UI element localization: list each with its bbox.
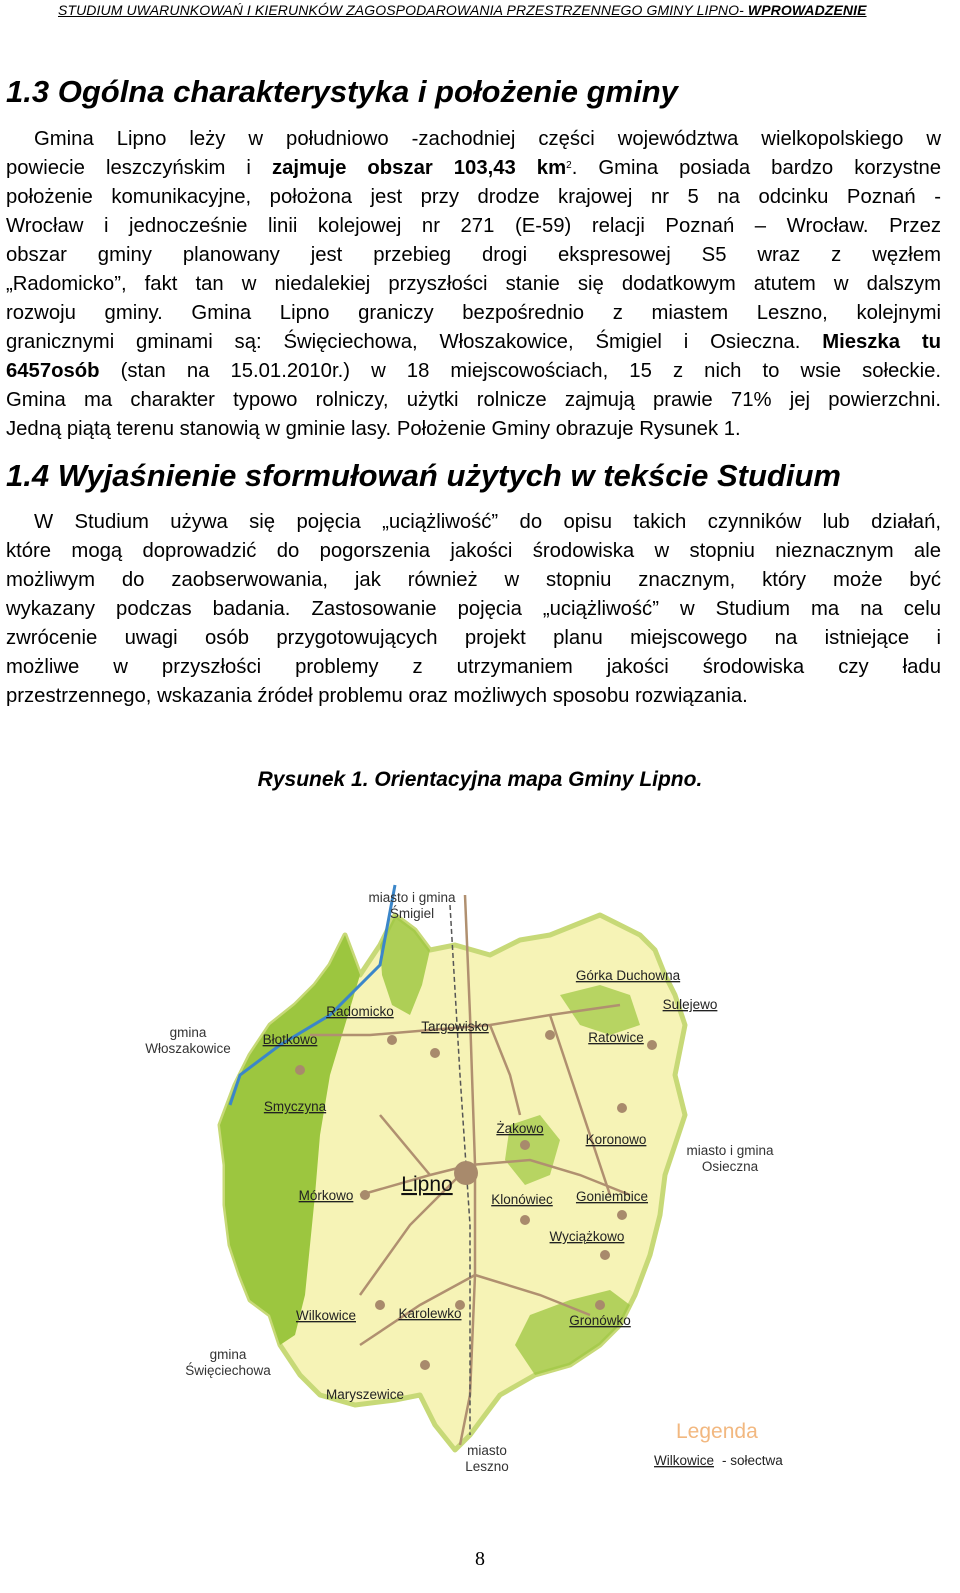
heading-1-3: 1.3 Ogólna charakterystyka i położenie gminy	[6, 74, 678, 109]
label-ratowice: Ratowice	[588, 1030, 644, 1045]
map-legend	[654, 1420, 783, 1468]
para-line: przestrzennego, wskazania źródeł problemu oraz możliwych sposobu rozwiązania.	[6, 685, 748, 707]
label-leszno-2: Leszno	[465, 1459, 509, 1474]
para-line: Wrocław i jednocześnie linii kolejowej nr 271 (E-59) relacji Poznań – Wrocław. Przez	[6, 215, 941, 237]
label-smigiel-1: miasto i gmina	[368, 890, 456, 905]
label-radomicko: Radomicko	[326, 1004, 394, 1019]
heading-1-4: 1.4 Wyjaśnienie sformułowań użytych w tekście Studium	[6, 458, 841, 493]
header-title: STUDIUM UWARUNKOWAŃ I KIERUNKÓW ZAGOSPODAROWANIA PRZESTRZENNEGO GMINY LIPNO- WPROWADZENIE	[58, 2, 867, 18]
para-line: rozwoju gminy. Gmina Lipno graniczy bezpośrednio z miastem Leszno, kolejnymi	[6, 302, 941, 324]
label-wilkowice: Wilkowice	[295, 1308, 357, 1323]
para-line: granicznymi gminami są: Święciechowa, Włoszakowice, Śmigiel i Osieczna. Mieszka tu	[6, 331, 941, 353]
label-karolewko: Karolewko	[398, 1306, 462, 1321]
label-goniembice: Goniembice	[575, 1189, 649, 1204]
para-line: które mogą doprowadzić do pogorszenia jakości środowiska w stopniu nieznacznym ale	[6, 540, 941, 562]
label-wlosz-1: gmina	[169, 1025, 207, 1040]
para-line: „Radomicko”, fakt tan w niedalekiej przyszłości stanie się dodatkowym atutem w dalszym	[6, 273, 941, 295]
legend-desc: - sołectwa	[722, 1453, 783, 1468]
label-sulejewo: Sulejewo	[662, 997, 718, 1012]
legend-title: Legenda	[676, 1420, 758, 1443]
label-maryszewice: Maryszewice	[325, 1387, 405, 1402]
para-line: Jedną piątą terenu stanowią w gminie lasy. Położenie Gminy obrazuje Rysunek 1.	[6, 418, 741, 440]
para-line: wykazany podczas badania. Zastosowanie pojęcia „uciążliwość” w Studium ma na celu	[6, 598, 941, 620]
label-osieczna-1: miasto i gmina	[686, 1143, 774, 1158]
label-swiec-1: gmina	[209, 1347, 247, 1362]
page-number: 8	[475, 1548, 485, 1570]
label-swiec-2: Święciechowa	[185, 1363, 271, 1378]
label-gronowko: Gronówko	[569, 1313, 631, 1328]
gmina-map	[130, 875, 830, 1495]
paragraph-1-3	[6, 125, 941, 444]
page-header	[0, 0, 960, 26]
label-wlosz-2: Włoszakowice	[145, 1041, 231, 1056]
para-line: położenie komunikacyjne, położona jest przy drodze krajowej nr 5 na odcinku Poznań -	[6, 186, 941, 208]
figure-caption: Rysunek 1. Orientacyjna mapa Gminy Lipno.	[257, 768, 703, 791]
para-line: obszar gminy planowany jest przebieg drogi ekspresowej S5 wraz z węzłem	[6, 244, 941, 266]
label-blotkowo: Błotkowo	[262, 1032, 318, 1047]
label-wyciazkowo: Wyciążkowo	[549, 1229, 625, 1244]
label-leszno-1: miasto	[467, 1443, 507, 1458]
para-line: Gmina Lipno leży w południowo -zachodniej części województwa wielkopolskiego w	[34, 128, 941, 150]
label-targowisko: Targowisko	[421, 1019, 489, 1034]
legend-sample: Wilkowice	[654, 1453, 715, 1468]
label-gorka-duchowna: Górka Duchowna	[575, 968, 681, 983]
para-line: możliwe w przyszłości problemy z utrzymaniem jakości środowiska czy ładu	[6, 656, 941, 678]
label-morkowo: Mórkowo	[298, 1188, 354, 1203]
label-osieczna-2: Osieczna	[701, 1159, 759, 1174]
label-koronowo: Koronowo	[585, 1132, 647, 1147]
para-line: 6457osób (stan na 15.01.2010r.) w 18 miejscowościach, 15 z nich to wsie sołeckie.	[6, 360, 941, 382]
para-line: możliwym do zaobserwowania, jak również w stopniu znacznym, który może być	[6, 569, 941, 591]
label-zakowo: Żakowo	[496, 1121, 544, 1136]
header-section: WPROWADZENIE	[747, 2, 867, 18]
para-line: W Studium używa się pojęcia „uciążliwość” do opisu takich czynników lub działań,	[34, 511, 941, 533]
para-line: Gmina ma charakter typowo rolniczy, użytki rolnicze zajmują prawie 71% jej powierzchni.	[6, 389, 941, 411]
label-klonowiec: Klonówiec	[491, 1192, 553, 1207]
label-lipno: Lipno	[401, 1173, 453, 1196]
para-line: zwrócenie uwagi osób przygotowujących projekt planu miejscowego na istniejące i	[6, 627, 941, 649]
label-smyczyna: Smyczyna	[263, 1099, 327, 1114]
label-smigiel-2: Śmigiel	[389, 906, 435, 921]
paragraph-1-4	[6, 508, 941, 711]
para-line: powiecie leszczyńskim i zajmuje obszar 103,43 $km^2$. Gmina posiada bardzo korzystne	[6, 157, 942, 179]
